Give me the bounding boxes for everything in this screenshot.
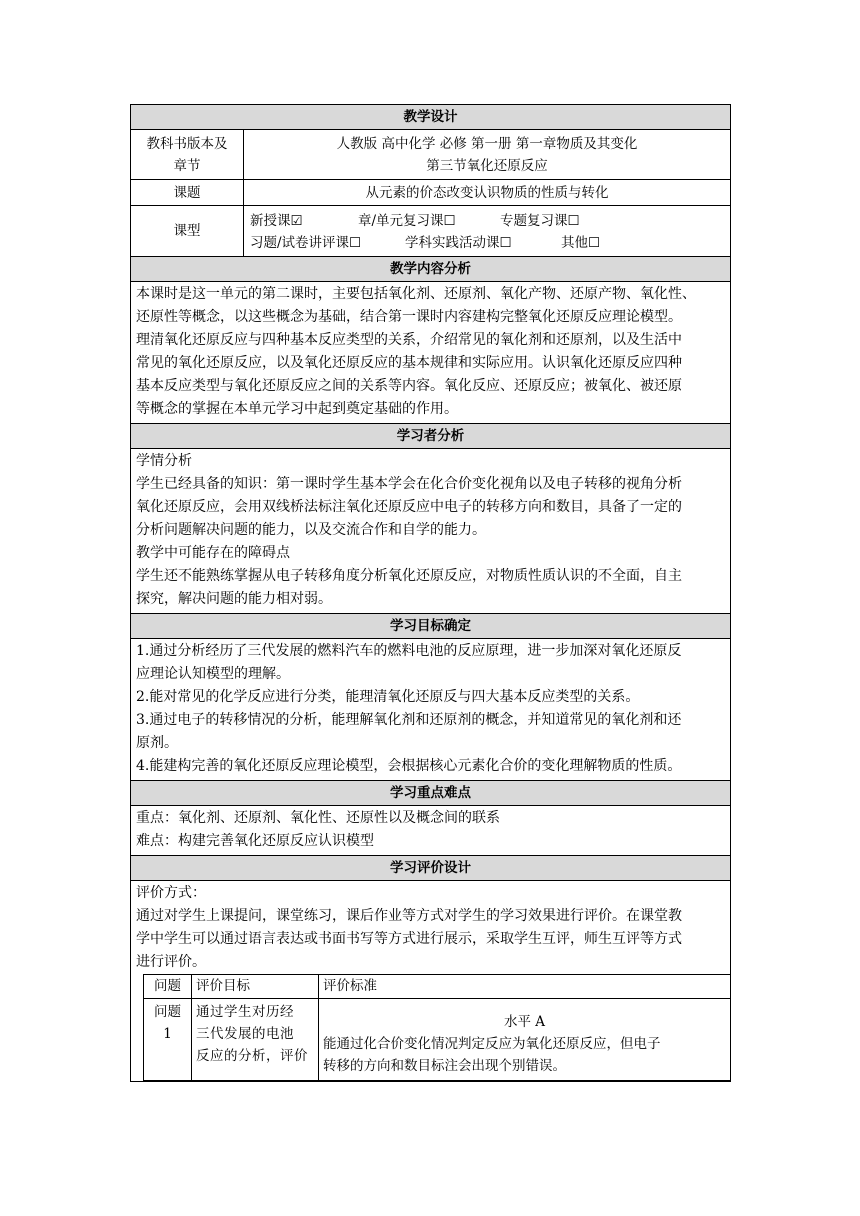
table-row [144,999,731,1081]
topic-value: 从元素的价态改变认识物质的性质与转化 [244,180,731,206]
section-header-objectives: 学习目标确定 [131,614,731,639]
type-option-other[interactable]: 其他☐ [561,235,601,251]
eval-question-cell: 问题 1 [144,999,192,1081]
type-option-unit-review[interactable]: 章/单元复习课☐ [358,213,456,229]
evaluation-text: 评价方式： 通过对学生上课提问，课堂练习，课后作业等方式对学生的学习效果进行评价。在课堂教 学中学生可以通过语言表达或书面书写等方式进行展示，采取学生互评，师生互评等方式 进行评价。 问题 评价目标 评价标准 问题 1 通过学生对历经 三代发展的电池 反应的分析，评价 水平 A 能通过化合价变化情况判定反应为氧化还原反应，但电子 转移的方向和数目标注会出现个别错误。 [131,881,731,1082]
section-header-evaluation: 学习评价设计 [131,856,731,881]
type-option-topic-review[interactable]: 专题复习课☐ [500,213,580,229]
content-analysis-text: 本课时是这一单元的第二课时，主要包括氧化剂、还原剂、氧化产物、还原产物、氧化性、 还原性等概念，以这些概念为基础，结合第一课时内容建构完整氧化还原反应理论模型。 理清氧化还原反应与四种基本反应类型的关系，介绍常见的氧化剂和还原剂，以及生活中 常见的氧化还原反应，以及氧化还原反应的基本规律和实际应用。认识氧化还原反应四种 基本反应类型与氧化还原反应之间的关系等内容。氧化反应、还原反应；被氧化、被还原 等概念的掌握在本单元学习中起到奠定基础的作用。 [131,282,731,424]
type-option-new[interactable]: 新授课☑ [250,213,303,229]
eval-standard-cell: 水平 A 能通过化合价变化情况判定反应为氧化还原反应，但电子 转移的方向和数目标注会出现个别错误。 [319,999,731,1081]
section-header-content-analysis: 教学内容分析 [131,257,731,282]
topic-label: 课题 [131,180,244,206]
type-label: 课型 [131,206,244,257]
objectives-text: 1.通过分析经历了三代发展的燃料汽车的燃料电池的反应原理，进一步加深对氧化还原反 应理论认知模型的理解。 2.能对常见的化学反应进行分类，能理清氧化还原反与四大基本反应类型的关系。 3.通过电子的转移情况的分析，能理解氧化剂和还原剂的概念，并知道常见的氧化剂和还 原剂。 4.能建构完善的氧化还原反应理论模型，会根据核心元素化合价的变化理解物质的性质。 [131,639,731,781]
textbook-value: 人教版 高中化学 必修 第一册 第一章物质及其变化 第三节氧化还原反应 [244,130,731,180]
eval-header-question: 问题 [144,975,192,999]
eval-goal-cell: 通过学生对历经 三代发展的电池 反应的分析，评价 [192,999,319,1081]
section-header-learner-analysis: 学习者分析 [131,424,731,449]
key-points-text: 重点：氧化剂、还原剂、氧化性、还原性以及概念间的联系 难点：构建完善氧化还原反应认识模型 [131,806,731,856]
section-header-key-points: 学习重点难点 [131,781,731,806]
eval-header-standard: 评价标准 [319,975,731,999]
lesson-plan [130,104,730,1082]
lesson-plan-table [130,104,731,1082]
type-option-practice[interactable]: 学科实践活动课☐ [405,235,512,251]
learner-analysis-text: 学情分析 学生已经具备的知识：第一课时学生基本学会在化合价变化视角以及电子转移的视角分析 氧化还原反应，会用双线桥法标注氧化还原反应中电子的转移方向和数目，具备了一定的 分析问题解决问题的能力，以及交流合作和自学的能力。 教学中可能存在的障碍点 学生还不能熟练掌握从电子转移角度分析氧化还原反应，对物质性质认识的不全面，自主 探究，解决问题的能力相对弱。 [131,449,731,614]
level-label: 水平 A [503,1014,546,1030]
textbook-label: 教科书版本及 章节 [131,130,244,180]
eval-header-goal: 评价目标 [192,975,319,999]
section-header-design: 教学设计 [131,105,731,130]
type-option-exercise-review[interactable]: 习题/试卷讲评课☐ [250,235,362,251]
type-options [244,206,731,257]
evaluation-table [143,974,731,1081]
